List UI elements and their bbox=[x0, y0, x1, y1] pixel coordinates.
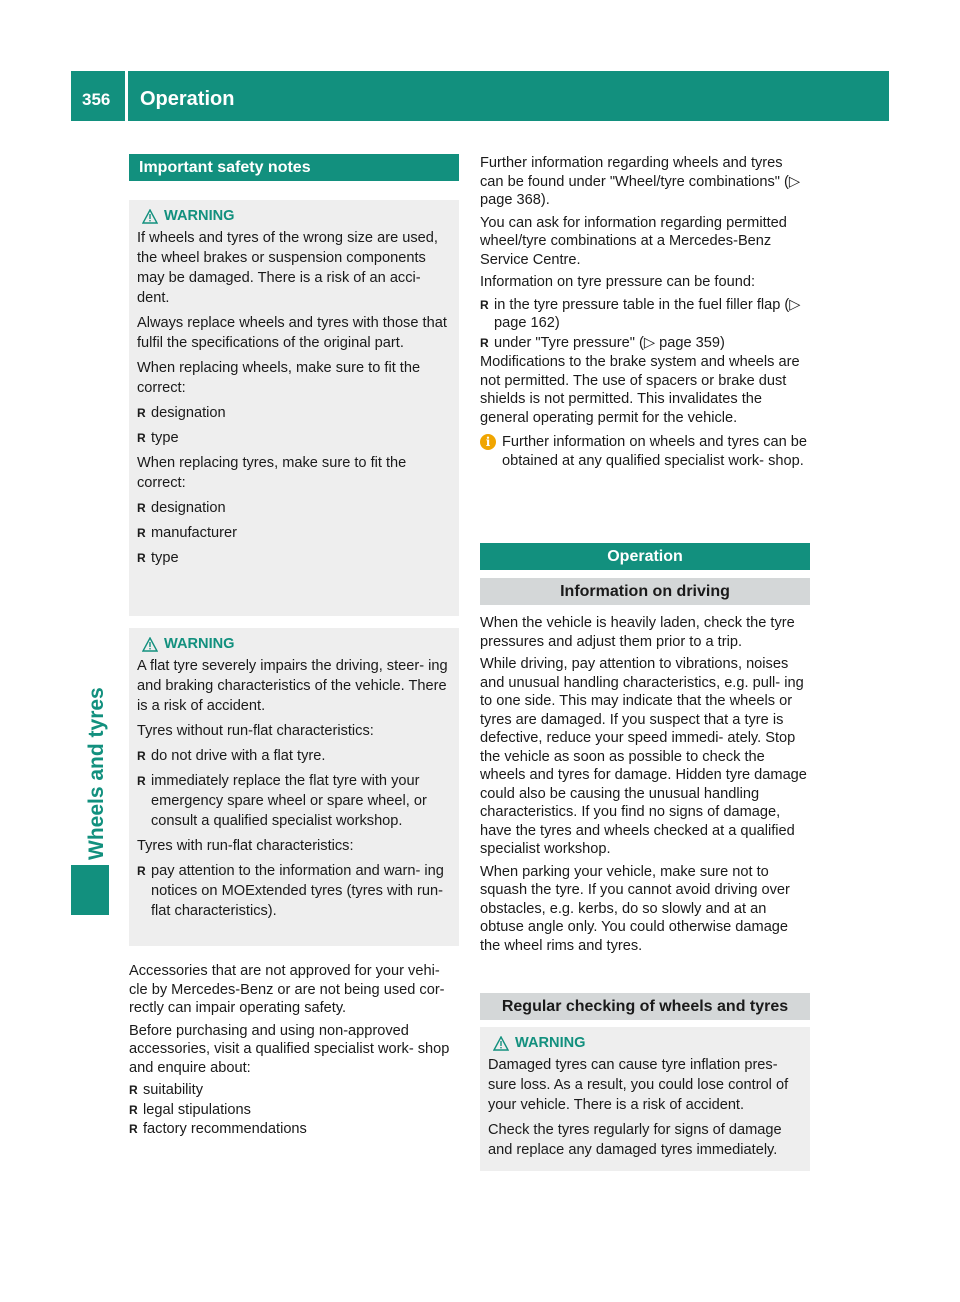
warning-triangle-icon bbox=[142, 209, 158, 224]
subsection-heading: Regular checking of wheels and tyres bbox=[480, 993, 810, 1020]
list-item: R do not drive with a flat tyre. bbox=[137, 748, 326, 764]
warning-label: WARNING bbox=[164, 208, 235, 224]
body-text: When parking your vehicle, make sure not to squash the tyre. If you cannot avoid driving over obstacles, e.g. kerbs, do so slowly and at an obtuse angle only. You could otherwise damage the wheel rims and tyres. bbox=[480, 863, 790, 954]
body-text: Before purchasing and using non-approved accessories, visit a qualified specialist work- shop and enquire about: bbox=[129, 1022, 450, 1076]
list-item: R suitability bbox=[129, 1082, 204, 1098]
warning-text: Damaged tyres can cause tyre inflation pres- sure loss. As a result, you could lose control of your vehicle. There is a risk of accident. bbox=[488, 1057, 789, 1113]
list-item: R type bbox=[137, 550, 179, 566]
list-item: R designation bbox=[137, 500, 226, 516]
page-number: 356 bbox=[82, 90, 111, 109]
list-item: R manufacturer bbox=[137, 525, 237, 541]
list-item: R pay attention to the information and warn- ing notices on MOExtended tyres (tyres with run-flat characteristics). bbox=[137, 863, 444, 919]
header-divider bbox=[125, 71, 128, 121]
body-text: You can ask for information regarding permitted wheel/tyre combinations at a Mercedes-Benz Service Centre. bbox=[480, 214, 787, 268]
list-item: R designation bbox=[137, 405, 226, 421]
warning-text: Tyres without run-flat characteristics: bbox=[137, 723, 374, 739]
warning-text: Check the tyres regularly for signs of damage and replace any damaged tyres immediately. bbox=[488, 1122, 782, 1158]
body-text: Modifications to the brake system and wheels are not permitted. The use of spacers or brake dust shields is not permitted. This invalidates the general operating permit for the vehicle. bbox=[480, 354, 800, 426]
warning-text: If wheels and tyres of the wrong size are used, the wheel brakes or suspension components may be damaged. There is a risk of an acci- dent. bbox=[137, 230, 438, 306]
warning-triangle-icon bbox=[142, 637, 158, 652]
accessories-text bbox=[129, 962, 459, 1140]
list-item: R factory recommendations bbox=[129, 1121, 307, 1137]
info-text: Further information on wheels and tyres can be obtained at any qualified specialist work- shop. bbox=[502, 434, 808, 469]
section-heading: Important safety notes bbox=[129, 154, 459, 181]
info-icon: i bbox=[480, 434, 496, 450]
list-item: R immediately replace the flat tyre with your emergency spare wheel or spare wheel, or consult a qualified specialist workshop. bbox=[137, 773, 427, 829]
warning-text: Tyres with run-flat characteristics: bbox=[137, 838, 354, 854]
warning-box bbox=[129, 628, 459, 946]
warning-text: When replacing wheels, make sure to fit the correct: bbox=[137, 360, 421, 396]
warning-box bbox=[129, 200, 459, 616]
body-text: Accessories that are not approved for your vehi- cle by Mercedes-Benz or are not being used cor- rectly can impair operating safety. bbox=[129, 963, 445, 1016]
warning-text: Always replace wheels and tyres with those that fulfil the specifications of the original part. bbox=[137, 315, 447, 351]
body-text: While driving, pay attention to vibrations, noises and unusual handling characteristics, e.g. pull- ing to one side. This may indicate that the wheels or tyres are damaged. If you suspect that a tyre is defective, reduce your speed immedi- ately. Stop the vehicle as soon as possible to check the wheels and tyres for damage. Hidden tyre damage could also be causing the unusual handling characteristics. If you find no signs of damage, have the tyres and wheels checked at a qualified specialist workshop. bbox=[480, 656, 807, 857]
warning-label: WARNING bbox=[164, 636, 235, 652]
body-text: Information on tyre pressure can be found: bbox=[480, 274, 756, 290]
chapter-tab-marker bbox=[71, 865, 109, 915]
chapter-tab-label: Wheels and tyres bbox=[85, 687, 108, 860]
warning-text: A flat tyre severely impairs the driving, steer- ing and braking characteristics of the vehicle. There is a risk of accident. bbox=[137, 658, 448, 714]
body-text: When the vehicle is heavily laden, check the tyre pressures and adjust them prior to a trip. bbox=[480, 615, 795, 650]
list-item: R under "Tyre pressure" (▷ page 359) bbox=[480, 334, 725, 351]
section-heading: Operation bbox=[480, 543, 810, 570]
body-text: Further information regarding wheels and tyres can be found under "Wheel/tyre combinations" (▷ page 368). bbox=[480, 155, 801, 208]
info-note bbox=[480, 433, 810, 474]
warning-label: WARNING bbox=[515, 1035, 586, 1051]
page-title: Operation bbox=[140, 88, 235, 110]
warning-triangle-icon bbox=[493, 1036, 509, 1051]
subsection-heading: Information on driving bbox=[480, 578, 810, 605]
list-item: R legal stipulations bbox=[129, 1101, 251, 1118]
warning-text: When replacing tyres, make sure to fit the correct: bbox=[137, 455, 407, 491]
list-item: R type bbox=[137, 430, 179, 446]
list-item: R in the tyre pressure table in the fuel filler flap (▷ page 162) bbox=[480, 296, 801, 331]
warning-box bbox=[480, 1027, 810, 1171]
